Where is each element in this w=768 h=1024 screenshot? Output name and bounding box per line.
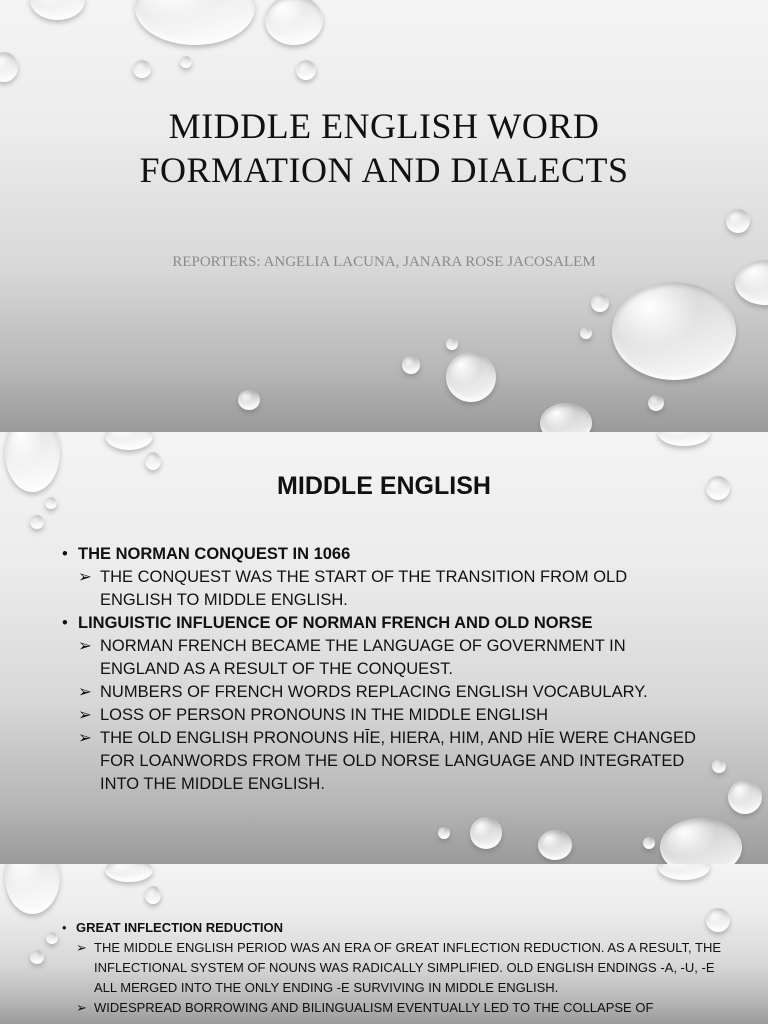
water-drop (660, 818, 742, 864)
water-drop (648, 395, 664, 411)
sub-item (76, 938, 722, 998)
arrow-bullet-icon: ➢ (78, 706, 92, 724)
slide-3 (0, 864, 768, 1024)
sub-item-text: NORMAN FRENCH BECAME THE LANGUAGE OF GOVERNMENT IN ENGLAND AS A RESULT OF THE CONQUEST. (100, 637, 626, 678)
sub-item-text: THE MIDDLE ENGLISH PERIOD WAS AN ERA OF GREAT INFLECTION REDUCTION. AS A RESULT, THE INFLECTIONAL SYSTEM OF NOUNS WAS RADICALLY SIMPLIFIED. OLD ENGLISH ENDINGS -A, -U, -E ALL MERGED INTO THE ONLY ENDING -E SURVIVING IN MIDDLE ENGLISH. (94, 940, 722, 995)
water-drop (470, 817, 502, 849)
slide-title-line-1: MIDDLE ENGLISH WORD (168, 106, 600, 146)
sub-item (78, 635, 702, 681)
bullet-item (62, 543, 702, 566)
water-drop (145, 452, 161, 470)
slide-2 (0, 432, 768, 864)
water-drop (180, 56, 192, 68)
water-drop (5, 864, 60, 914)
water-drop (643, 837, 655, 849)
sub-item (78, 566, 702, 612)
sub-item-text: THE OLD ENGLISH PRONOUNS HĪE, HIERA, HIM, AND HĪE WERE CHANGED FOR LOANWORDS FROM THE OLD NORSE LANGUAGE AND INTEGRATED INTO THE MIDDLE ENGLISH. (100, 729, 696, 793)
bullet-marker: • (62, 545, 68, 563)
water-drop (612, 282, 736, 380)
arrow-bullet-icon: ➢ (76, 1000, 87, 1015)
bullet-marker: • (62, 614, 68, 632)
water-drop (438, 827, 450, 839)
sub-item-text: NUMBERS OF FRENCH WORDS REPLACING ENGLISH VOCABULARY. (100, 683, 648, 701)
water-drop (591, 294, 609, 312)
bullet-marker: • (62, 920, 67, 935)
sub-item (78, 704, 702, 727)
water-drop (540, 403, 592, 432)
water-drop (105, 864, 153, 882)
arrow-bullet-icon: ➢ (78, 637, 92, 655)
water-drop (105, 432, 153, 450)
water-drop (712, 759, 726, 773)
water-drop (402, 356, 420, 374)
slide-heading: MIDDLE ENGLISH (277, 472, 491, 500)
water-drop (46, 932, 58, 944)
arrow-bullet-icon: ➢ (78, 683, 92, 701)
water-drop (446, 352, 496, 402)
slide-subtitle: REPORTERS: ANGELIA LACUNA, JANARA ROSE JACOSALEM (172, 254, 596, 270)
water-drop (446, 338, 458, 350)
water-drop (0, 52, 18, 82)
water-drop (30, 950, 44, 964)
water-drop (658, 864, 710, 880)
water-drop (238, 390, 260, 410)
water-drop (30, 0, 85, 20)
water-drop (728, 780, 762, 814)
water-drop (145, 886, 161, 904)
bullet-list (62, 543, 702, 796)
sub-item (78, 681, 702, 704)
water-drop (265, 0, 323, 45)
sub-item-text: WIDESPREAD BORROWING AND BILINGUALISM EVENTUALLY LED TO THE COLLAPSE OF (94, 1000, 654, 1015)
arrow-bullet-icon: ➢ (76, 940, 87, 955)
water-drop (726, 209, 750, 233)
sub-item-text: THE CONQUEST WAS THE START OF THE TRANSITION FROM OLD ENGLISH TO MIDDLE ENGLISH. (100, 568, 628, 609)
slide-title (0, 104, 768, 192)
arrow-bullet-icon: ➢ (78, 568, 92, 586)
bullet-text: GREAT INFLECTION REDUCTION (76, 920, 284, 935)
bullet-text: LINGUISTIC INFLUENCE OF NORMAN FRENCH AND OLD NORSE (78, 614, 593, 632)
water-drop (296, 60, 316, 80)
sub-item-text: LOSS OF PERSON PRONOUNS IN THE MIDDLE ENGLISH (100, 706, 549, 724)
water-drop (538, 830, 572, 860)
slide-title-line-2: FORMATION AND DIALECTS (139, 150, 629, 190)
bullet-text: THE NORMAN CONQUEST IN 1066 (78, 545, 351, 563)
bullet-list (62, 918, 722, 1018)
sub-item (76, 998, 722, 1018)
water-drop (658, 432, 710, 446)
arrow-bullet-icon: ➢ (78, 729, 92, 747)
water-drop (133, 60, 151, 78)
water-drop (135, 0, 255, 45)
sub-item (78, 727, 702, 796)
slide-1 (0, 0, 768, 432)
water-drop (30, 515, 44, 529)
bullet-item (62, 612, 702, 635)
bullet-item (62, 918, 722, 938)
water-drop (580, 327, 592, 339)
